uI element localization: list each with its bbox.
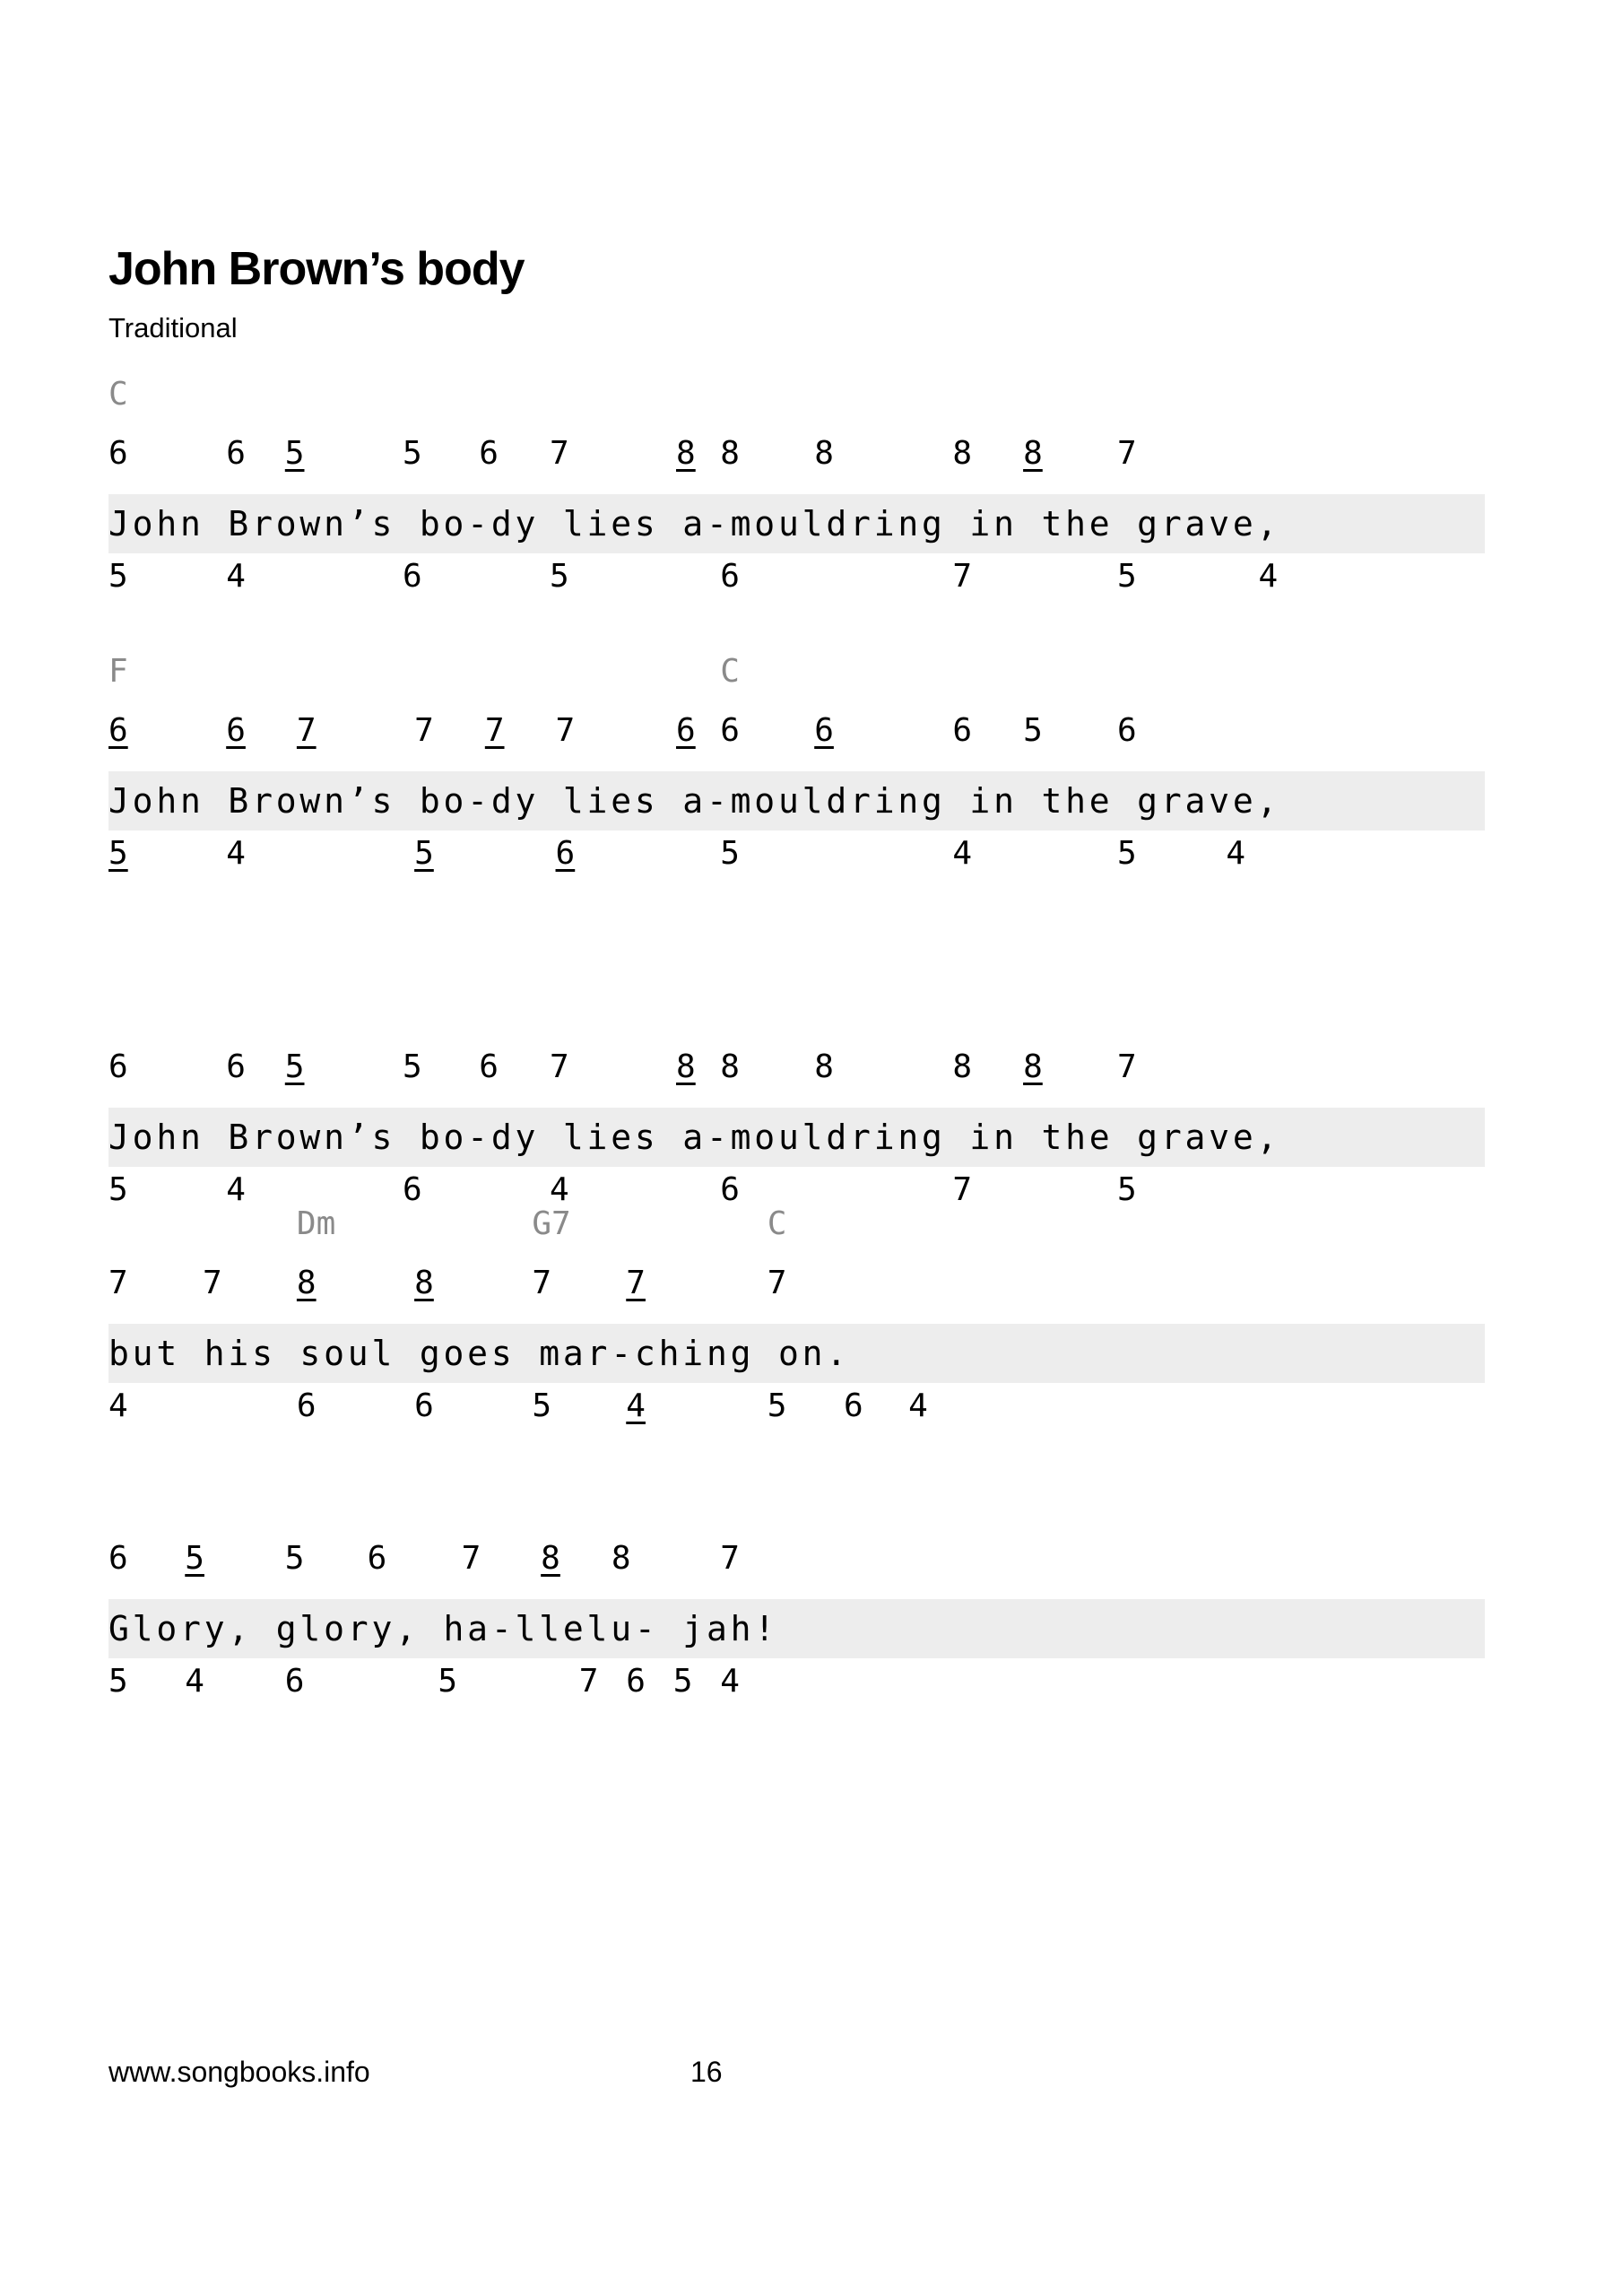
- lower-note: 4: [226, 835, 246, 872]
- lower-note: 5: [438, 1663, 458, 1700]
- lower-note: 6: [403, 1171, 422, 1208]
- lyric-band: [108, 494, 1485, 553]
- lyric-line: but his soul goes mar-ching on.: [108, 1334, 851, 1373]
- upper-note: 7: [414, 712, 434, 749]
- chord-symbol: C: [108, 376, 128, 413]
- upper-note: 8: [720, 1048, 740, 1085]
- upper-note: 6: [226, 712, 246, 749]
- upper-note: 7: [550, 1048, 569, 1085]
- lower-note: 5: [1117, 835, 1137, 872]
- upper-note: 7: [720, 1540, 740, 1577]
- footer-website[interactable]: www.songbooks.info: [108, 2056, 370, 2088]
- upper-note: 5: [1023, 712, 1043, 749]
- lower-note: 6: [284, 1663, 305, 1700]
- lower-note: 7: [952, 1171, 973, 1208]
- upper-note: 5: [284, 1048, 305, 1085]
- upper-note: 8: [952, 435, 973, 472]
- lower-note: 4: [952, 835, 973, 872]
- upper-note: 6: [479, 435, 499, 472]
- lower-note: 5: [414, 835, 434, 872]
- lower-note: 5: [672, 1663, 693, 1700]
- upper-note: 5: [185, 1540, 204, 1577]
- chord-symbol: Dm: [296, 1205, 336, 1242]
- lower-note: 7: [952, 558, 973, 595]
- upper-note: 8: [676, 1048, 696, 1085]
- lyric-line: Glory, glory, ha-llelu- jah!: [108, 1609, 778, 1648]
- lower-note: 4: [626, 1387, 646, 1424]
- lower-note: 5: [550, 558, 569, 595]
- lower-note: 7: [578, 1663, 599, 1700]
- upper-note: 7: [296, 712, 317, 749]
- lower-note: 6: [720, 1171, 740, 1208]
- lower-note: 5: [1117, 1171, 1137, 1208]
- lyric-band: [108, 1108, 1485, 1167]
- upper-note: 7: [202, 1265, 222, 1301]
- chord-symbol: F: [108, 653, 128, 690]
- lower-note: 4: [1258, 558, 1279, 595]
- upper-note: 6: [1117, 712, 1137, 749]
- chord-symbol: G7: [532, 1205, 571, 1242]
- lyric-band: [108, 771, 1485, 831]
- lower-note: 4: [1226, 835, 1246, 872]
- upper-note: 8: [1023, 435, 1043, 472]
- upper-note: 6: [108, 1048, 128, 1085]
- upper-note: 7: [532, 1265, 551, 1301]
- lower-note: 4: [550, 1171, 569, 1208]
- lower-note: 5: [767, 1387, 787, 1424]
- chord-symbol: C: [767, 1205, 787, 1242]
- chord-symbol: C: [720, 653, 740, 690]
- upper-note: 6: [108, 1540, 128, 1577]
- lower-note: 6: [844, 1387, 863, 1424]
- lower-note: 5: [108, 1663, 128, 1700]
- upper-note: 7: [484, 712, 505, 749]
- song-subtitle: Traditional: [108, 312, 238, 344]
- lyric-line: John Brown’s bo-dy lies a-mouldring in the grave,: [108, 781, 1281, 821]
- upper-note: 6: [479, 1048, 499, 1085]
- lower-note: 4: [720, 1663, 740, 1700]
- lower-note: 6: [403, 558, 422, 595]
- lower-note: 4: [226, 558, 246, 595]
- upper-note: 7: [767, 1265, 787, 1301]
- upper-note: 8: [1023, 1048, 1043, 1085]
- upper-note: 8: [414, 1265, 434, 1301]
- lower-note: 6: [555, 835, 576, 872]
- upper-note: 8: [611, 1540, 631, 1577]
- lower-note: 6: [296, 1387, 317, 1424]
- upper-note: 6: [108, 712, 128, 749]
- upper-note: 6: [108, 435, 128, 472]
- lower-note: 4: [185, 1663, 204, 1700]
- lower-note: 6: [414, 1387, 434, 1424]
- upper-note: 7: [550, 435, 569, 472]
- lower-note: 5: [108, 558, 128, 595]
- upper-note: 7: [108, 1265, 128, 1301]
- upper-note: 5: [403, 1048, 422, 1085]
- upper-note: 8: [296, 1265, 317, 1301]
- upper-note: 6: [367, 1540, 387, 1577]
- page-number: 16: [690, 2056, 723, 2088]
- upper-note: 6: [814, 712, 834, 749]
- upper-note: 7: [1117, 435, 1137, 472]
- upper-note: 6: [720, 712, 740, 749]
- lower-note: 4: [908, 1387, 928, 1424]
- upper-note: 7: [461, 1540, 481, 1577]
- lower-note: 5: [532, 1387, 551, 1424]
- upper-note: 6: [226, 1048, 246, 1085]
- lower-note: 5: [108, 835, 128, 872]
- lower-note: 4: [226, 1171, 246, 1208]
- lyric-line: John Brown’s bo-dy lies a-mouldring in the grave,: [108, 504, 1281, 544]
- lower-note: 5: [720, 835, 740, 872]
- upper-note: 5: [284, 435, 305, 472]
- lower-note: 5: [108, 1171, 128, 1208]
- upper-note: 6: [226, 435, 246, 472]
- lyric-line: John Brown’s bo-dy lies a-mouldring in the grave,: [108, 1118, 1281, 1157]
- lyric-band: [108, 1324, 1485, 1383]
- upper-note: 6: [676, 712, 696, 749]
- upper-note: 7: [626, 1265, 646, 1301]
- upper-note: 8: [676, 435, 696, 472]
- lower-note: 5: [1117, 558, 1137, 595]
- song-title: John Brown’s body: [108, 243, 525, 295]
- upper-note: 5: [284, 1540, 305, 1577]
- upper-note: 8: [720, 435, 740, 472]
- lower-note: 6: [720, 558, 740, 595]
- upper-note: 7: [1117, 1048, 1137, 1085]
- upper-note: 8: [541, 1540, 560, 1577]
- upper-note: 8: [952, 1048, 973, 1085]
- upper-note: 8: [814, 435, 834, 472]
- upper-note: 5: [403, 435, 422, 472]
- upper-note: 8: [814, 1048, 834, 1085]
- upper-note: 6: [952, 712, 973, 749]
- lyric-band: [108, 1599, 1485, 1658]
- upper-note: 7: [555, 712, 576, 749]
- lower-note: 6: [626, 1663, 646, 1700]
- lower-note: 4: [108, 1387, 128, 1424]
